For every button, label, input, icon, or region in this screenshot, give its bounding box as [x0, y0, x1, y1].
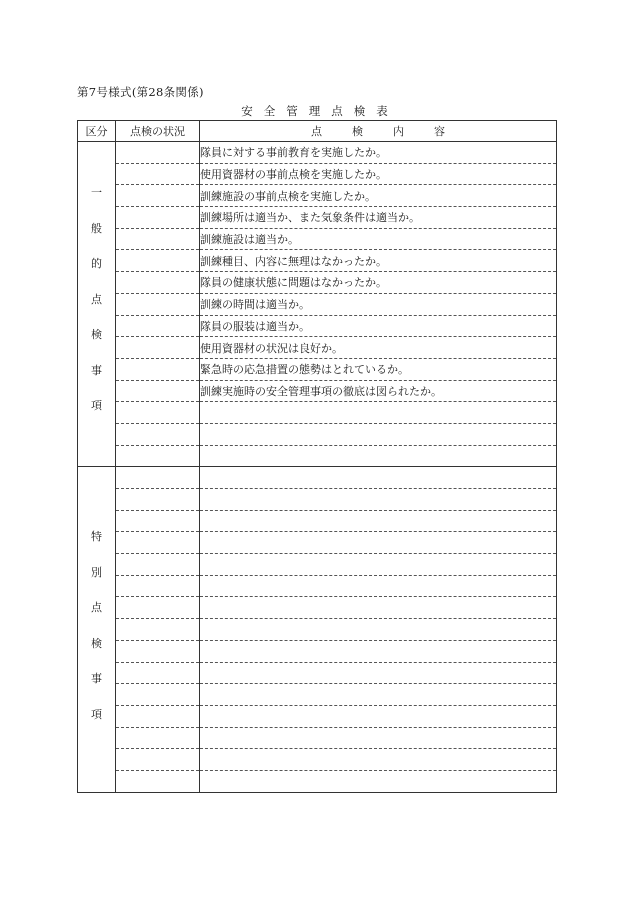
status-cell[interactable]: [116, 272, 200, 294]
content-cell: [200, 402, 557, 424]
header-content-text: 点検内容: [311, 125, 475, 138]
status-cell[interactable]: [116, 185, 200, 207]
general-row: [78, 185, 557, 207]
general-category-cell: [78, 142, 116, 467]
general-row: [78, 337, 557, 359]
content-cell: 隊員の健康状態に問題はなかったか。: [200, 272, 557, 294]
content-cell: [200, 510, 557, 532]
header-content: [200, 121, 557, 142]
special-row: [78, 662, 557, 684]
general-row: [78, 293, 557, 315]
special-row: [78, 727, 557, 749]
content-cell: [200, 770, 557, 792]
general-row: [78, 163, 557, 185]
content-cell: [200, 423, 557, 445]
status-cell[interactable]: [116, 315, 200, 337]
special-row: [78, 489, 557, 511]
general-row: [78, 380, 557, 402]
status-cell[interactable]: [116, 423, 200, 445]
general-category-char: 的: [91, 257, 102, 270]
general-row: [78, 358, 557, 380]
special-category-cell: [78, 467, 116, 793]
general-category-char: 事: [91, 363, 102, 377]
special-category-label: [78, 467, 115, 743]
general-category-char: 一: [91, 186, 102, 199]
content-cell: 使用資器材の状況は良好か。: [200, 337, 557, 359]
content-cell: [200, 705, 557, 727]
content-cell: [200, 640, 557, 662]
content-cell: [200, 727, 557, 749]
special-row: [78, 510, 557, 532]
status-cell[interactable]: [116, 337, 200, 359]
content-cell: [200, 619, 557, 641]
status-cell[interactable]: [116, 770, 200, 792]
status-cell[interactable]: [116, 554, 200, 576]
content-cell: [200, 467, 557, 489]
general-category-char: 項: [91, 399, 102, 412]
status-cell[interactable]: [116, 532, 200, 554]
status-cell[interactable]: [116, 228, 200, 250]
content-cell: 訓練施設の事前点検を実施したか。: [200, 185, 557, 207]
special-row: [78, 467, 557, 489]
special-category-char: 事: [91, 672, 102, 686]
general-category-label: [78, 142, 115, 435]
content-cell: 緊急時の応急措置の態勢はとれているか。: [200, 358, 557, 380]
general-row: [78, 402, 557, 424]
special-row: [78, 705, 557, 727]
special-category-char: 特: [91, 530, 102, 544]
status-cell[interactable]: [116, 489, 200, 511]
content-cell: [200, 749, 557, 771]
header-category: 区分: [78, 121, 116, 142]
content-cell: [200, 662, 557, 684]
general-row: [78, 423, 557, 445]
form-title-text: 安全管理点検表: [241, 104, 399, 118]
content-cell: 隊員に対する事前教育を実施したか。: [200, 142, 557, 164]
content-cell: 訓練実施時の安全管理事項の徹底は図られたか。: [200, 380, 557, 402]
status-cell[interactable]: [116, 467, 200, 489]
status-cell[interactable]: [116, 684, 200, 706]
status-cell[interactable]: [116, 207, 200, 229]
form-number-label: 第7号様式(第28条関係): [77, 85, 204, 99]
special-row: [78, 749, 557, 771]
special-category-char: 検: [91, 636, 102, 650]
content-cell: 隊員の服装は適当か。: [200, 315, 557, 337]
status-cell[interactable]: [116, 250, 200, 272]
status-cell[interactable]: [116, 402, 200, 424]
content-cell: 訓練種目、内容に無理はなかったか。: [200, 250, 557, 272]
status-cell[interactable]: [116, 510, 200, 532]
special-row: [78, 770, 557, 792]
content-cell: [200, 597, 557, 619]
special-category-char: 項: [91, 707, 102, 721]
general-category-char: 検: [91, 328, 102, 341]
header-row: [78, 121, 557, 142]
status-cell[interactable]: [116, 380, 200, 402]
general-row: [78, 207, 557, 229]
status-cell[interactable]: [116, 163, 200, 185]
status-cell[interactable]: [116, 142, 200, 164]
content-cell: [200, 489, 557, 511]
special-row: [78, 532, 557, 554]
content-cell: 訓練場所は適当か、また気象条件は適当か。: [200, 207, 557, 229]
form-title: [0, 103, 630, 119]
special-category-char: 点: [91, 601, 102, 615]
inspection-table: [77, 120, 557, 793]
general-row: [78, 272, 557, 294]
status-cell[interactable]: [116, 705, 200, 727]
status-cell[interactable]: [116, 619, 200, 641]
general-row: [78, 228, 557, 250]
special-row: [78, 619, 557, 641]
general-row: [78, 445, 557, 467]
content-cell: [200, 684, 557, 706]
general-category-char: 般: [91, 221, 102, 235]
content-cell: 使用資器材の事前点検を実施したか。: [200, 163, 557, 185]
general-row: [78, 315, 557, 337]
status-cell[interactable]: [116, 293, 200, 315]
special-row: [78, 554, 557, 576]
special-row: [78, 575, 557, 597]
special-row: [78, 597, 557, 619]
content-cell: [200, 575, 557, 597]
content-cell: 訓練の時間は適当か。: [200, 293, 557, 315]
special-row: [78, 640, 557, 662]
content-cell: [200, 532, 557, 554]
status-cell[interactable]: [116, 445, 200, 467]
status-cell[interactable]: [116, 575, 200, 597]
status-cell[interactable]: [116, 597, 200, 619]
status-cell[interactable]: [116, 358, 200, 380]
general-row: [78, 142, 557, 164]
general-category-char: 点: [91, 292, 102, 306]
status-cell[interactable]: [116, 749, 200, 771]
content-cell: [200, 445, 557, 467]
status-cell[interactable]: [116, 727, 200, 749]
header-status: 点検の状況: [116, 121, 200, 142]
status-cell[interactable]: [116, 640, 200, 662]
special-row: [78, 684, 557, 706]
special-category-char: 別: [91, 565, 102, 579]
general-row: [78, 250, 557, 272]
status-cell[interactable]: [116, 662, 200, 684]
content-cell: 訓練施設は適当か。: [200, 228, 557, 250]
content-cell: [200, 554, 557, 576]
